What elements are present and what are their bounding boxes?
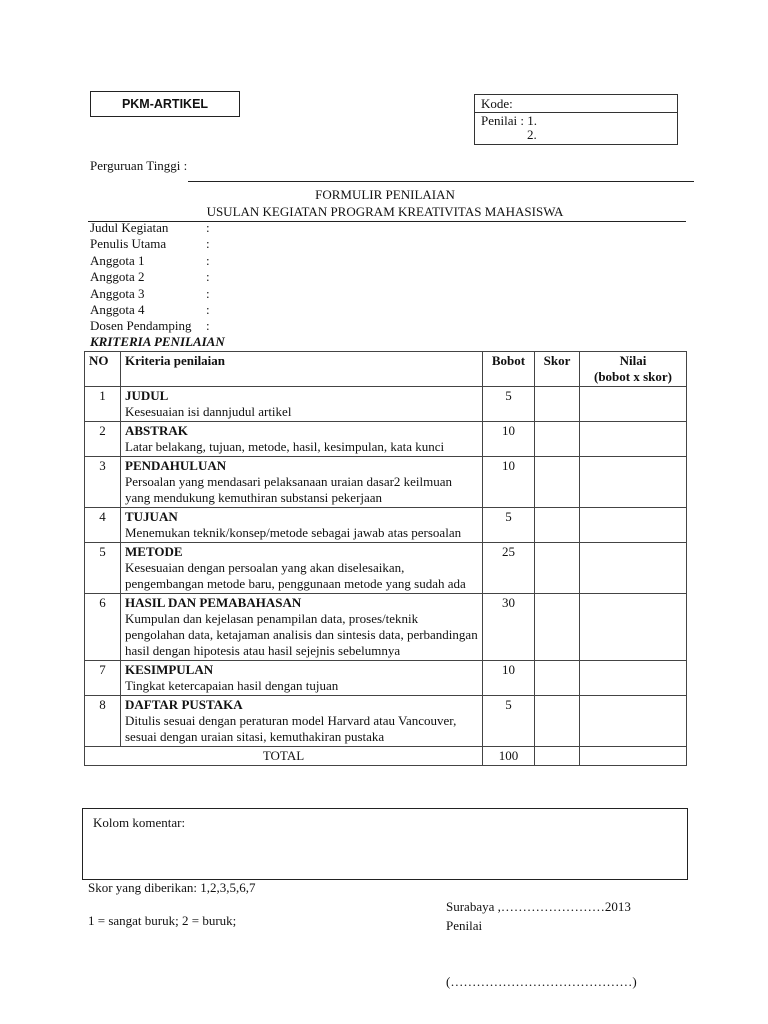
signature-role: Penilai: [446, 918, 483, 933]
row-title: ABSTRAK: [125, 423, 188, 438]
row-no: 7: [85, 661, 121, 696]
identity-label: Penulis Utama: [90, 236, 167, 251]
header-nilai-line1: Nilai: [619, 353, 647, 368]
program-label: PKM-ARTIKEL: [121, 97, 209, 111]
identity-colon: :: [206, 269, 210, 284]
row-bobot: 10: [483, 422, 535, 457]
row-skor-cell[interactable]: [535, 457, 580, 508]
identity-colon: :: [206, 253, 210, 268]
row-no: 1: [85, 387, 121, 422]
identity-row-judul: [90, 220, 210, 236]
identity-row-anggota4: [90, 302, 210, 318]
row-nilai-cell[interactable]: [580, 457, 687, 508]
row-desc: Kesesuaian dengan persoalan yang akan diselesaikan, pengembangan metode baru, penggunaan metode yang sudah ada: [125, 560, 466, 591]
row-desc: Kumpulan dan kejelasan penampilan data, proses/teknik pengolahan data, ketajaman analisis dan sintesis data, perbandingan hasil dengan hipotesis atau hasil sejejnis sebelumnya: [125, 611, 478, 658]
form-title-line1: FORMULIR PENILAIAN: [315, 187, 455, 202]
row-title: METODE: [125, 544, 183, 559]
table-header-row: [85, 352, 687, 387]
identity-label: Anggota 3: [90, 286, 145, 301]
kode-label: Kode:: [475, 95, 677, 113]
identity-colon: :: [206, 220, 210, 235]
row-desc: Tingkat ketercapaian hasil dengan tujuan: [125, 678, 339, 693]
table-row: [85, 594, 687, 661]
kode-box: [474, 94, 678, 145]
row-no: 8: [85, 696, 121, 747]
identity-colon: :: [206, 302, 210, 317]
row-kriteria: [121, 457, 483, 508]
table-row: [85, 543, 687, 594]
row-desc: Kesesuaian isi dannjudul artikel: [125, 404, 292, 419]
identity-label: Judul Kegiatan: [90, 220, 169, 235]
row-kriteria: [121, 696, 483, 747]
penilai-label: Penilai : 1.: [481, 113, 537, 128]
row-bobot: 10: [483, 457, 535, 508]
row-nilai-cell[interactable]: [580, 543, 687, 594]
institution-label: Perguruan Tinggi :: [90, 158, 188, 173]
identity-row-anggota3: [90, 286, 210, 302]
row-skor-cell[interactable]: [535, 422, 580, 457]
row-no: 4: [85, 508, 121, 543]
identity-row-anggota1: [90, 253, 210, 269]
row-bobot: 5: [483, 508, 535, 543]
row-nilai-cell[interactable]: [580, 661, 687, 696]
row-skor-cell[interactable]: [535, 508, 580, 543]
row-no: 2: [85, 422, 121, 457]
header-nilai: [580, 352, 687, 387]
row-bobot: 10: [483, 661, 535, 696]
row-skor-cell[interactable]: [535, 661, 580, 696]
table-row: [85, 661, 687, 696]
scale-note: 1 = sangat buruk; 2 = buruk;: [88, 913, 237, 928]
header-nilai-line2: (bobot x skor): [593, 369, 672, 384]
row-title: DAFTAR PUSTAKA: [125, 697, 243, 712]
total-nilai-cell[interactable]: [580, 747, 687, 766]
row-title: TUJUAN: [125, 509, 178, 524]
total-row: [85, 747, 687, 766]
row-no: 3: [85, 457, 121, 508]
row-bobot: 5: [483, 387, 535, 422]
identity-row-anggota2: [90, 269, 210, 285]
row-skor-cell[interactable]: [535, 543, 580, 594]
header-skor: Skor: [535, 352, 580, 387]
total-skor-cell[interactable]: [535, 747, 580, 766]
title-divider: [88, 221, 686, 222]
header-bobot: Bobot: [483, 352, 535, 387]
row-no: 5: [85, 543, 121, 594]
table-row: [85, 422, 687, 457]
row-nilai-cell[interactable]: [580, 387, 687, 422]
row-desc: Menemukan teknik/konsep/metode sebagai jawab atas persoalan: [125, 525, 462, 540]
row-nilai-cell[interactable]: [580, 696, 687, 747]
row-no: 6: [85, 594, 121, 661]
row-nilai-cell[interactable]: [580, 508, 687, 543]
row-skor-cell[interactable]: [535, 594, 580, 661]
row-title: HASIL DAN PEMABAHASAN: [125, 595, 302, 610]
signature-name-placeholder: (……………………………………): [446, 974, 637, 989]
table-row: [85, 696, 687, 747]
row-nilai-cell[interactable]: [580, 422, 687, 457]
total-label: TOTAL: [85, 747, 483, 766]
identity-label: Anggota 2: [90, 269, 145, 284]
header-no: NO: [85, 352, 121, 387]
header-kriteria: Kriteria penilaian: [121, 352, 483, 387]
identity-colon: :: [206, 318, 210, 333]
table-row: [85, 387, 687, 422]
skor-note: Skor yang diberikan: 1,2,3,5,6,7: [88, 880, 256, 895]
row-title: KESIMPULAN: [125, 662, 214, 677]
row-kriteria: [121, 543, 483, 594]
identity-row-penulis: [90, 236, 210, 252]
row-title: PENDAHULUAN: [125, 458, 227, 473]
row-bobot: 30: [483, 594, 535, 661]
row-kriteria: [121, 508, 483, 543]
row-kriteria: [121, 661, 483, 696]
identity-label: Anggota 1: [90, 253, 145, 268]
row-bobot: 25: [483, 543, 535, 594]
identity-label: Anggota 4: [90, 302, 145, 317]
identity-label: Dosen Pendamping: [90, 318, 192, 333]
penilai-2-label: 2.: [527, 127, 537, 142]
identity-colon: :: [206, 286, 210, 301]
row-kriteria: [121, 422, 483, 457]
row-skor-cell[interactable]: [535, 696, 580, 747]
row-kriteria: [121, 594, 483, 661]
identity-colon: :: [206, 236, 210, 251]
institution-divider: [188, 181, 694, 182]
row-desc: Ditulis sesuai dengan peraturan model Harvard atau Vancouver, sesuai dengan uraian sitasi, kemuthakiran pustaka: [125, 713, 457, 744]
row-skor-cell[interactable]: [535, 387, 580, 422]
identity-row-dosen: [90, 318, 210, 334]
program-label-box: [90, 91, 240, 117]
row-kriteria: [121, 387, 483, 422]
table-row: [85, 508, 687, 543]
row-desc: Persoalan yang mendasari pelaksanaan uraian dasar2 keilmuan yang mendukung kemuthiran substansi pekerjaan: [125, 474, 453, 505]
comment-box[interactable]: [82, 808, 688, 880]
form-title-line2: USULAN KEGIATAN PROGRAM KREATIVITAS MAHASISWA: [206, 204, 564, 219]
signature-place-date: Surabaya ,……………………2013: [446, 899, 631, 914]
row-bobot: 5: [483, 696, 535, 747]
total-value: 100: [483, 747, 535, 766]
criteria-table: [84, 351, 687, 766]
row-desc: Latar belakang, tujuan, metode, hasil, kesimpulan, kata kunci: [125, 439, 445, 454]
criteria-title: KRITERIA PENILAIAN: [90, 334, 225, 349]
table-row: [85, 457, 687, 508]
row-title: JUDUL: [125, 388, 169, 403]
comment-label: Kolom komentar:: [93, 815, 186, 830]
row-nilai-cell[interactable]: [580, 594, 687, 661]
